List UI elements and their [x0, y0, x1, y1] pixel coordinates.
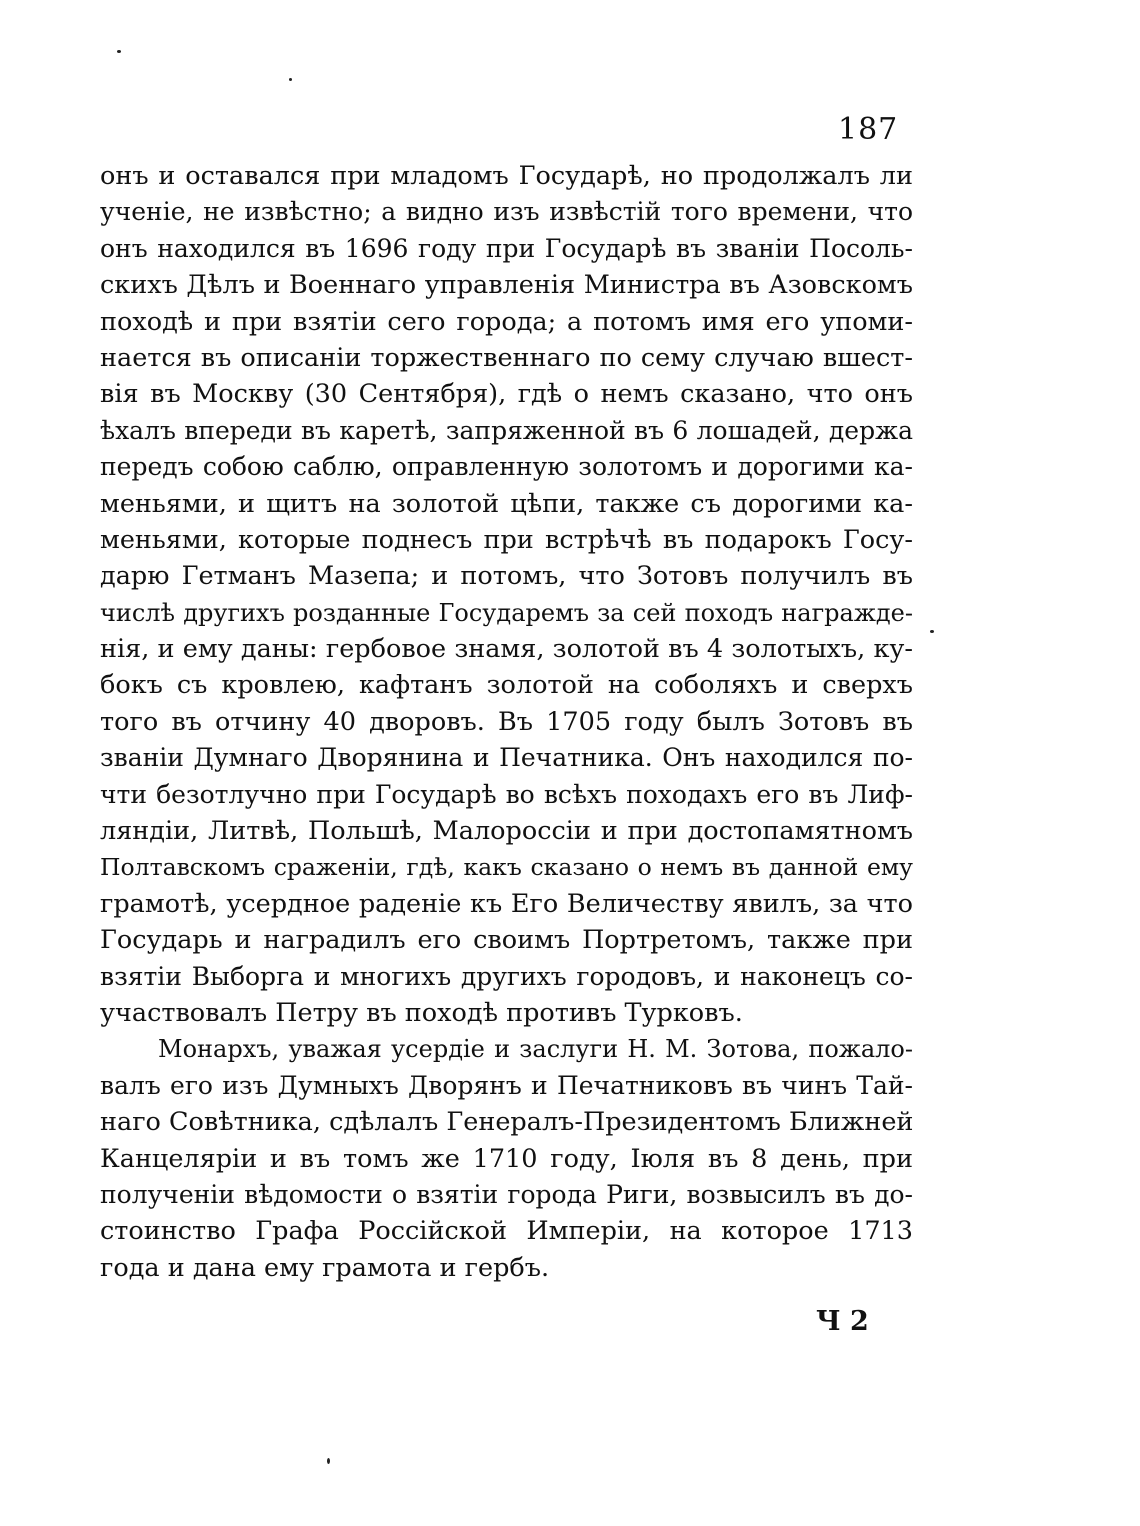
- text-line: походѣ и при взятіи сего города; а потомъ имя его упоми-: [100, 306, 913, 337]
- text-line: меньями, которые поднесъ при встрѣчѣ въ подарокъ Госу-: [100, 524, 913, 555]
- text-line: Монархъ, уважая усердіе и заслуги Н. М. Зотова, пожало-: [158, 1035, 913, 1064]
- text-line: наго Совѣтника, сдѣлалъ Генералъ-Президентомъ Ближней: [100, 1107, 914, 1138]
- text-line: валъ его изъ Думныхъ Дворянъ и Печатниковъ въ чинъ Тай-: [100, 1070, 913, 1100]
- text-line: нія, и ему даны: гербовое знамя, золотой въ 4 золотыхъ, ку-: [100, 634, 913, 665]
- text-line: года и дана ему грамота и гербъ.: [100, 1252, 550, 1283]
- text-line: ученіе, не извѣстно; а видно изъ извѣстій того времени, что: [100, 197, 913, 227]
- text-line: меньями, и щитъ на золотой цѣпи, также съ дорогими ка-: [100, 488, 913, 519]
- text-line: Государь и наградилъ его своимъ Портретомъ, также при: [100, 925, 913, 956]
- text-line: вія въ Москву (30 Сентября), гдѣ о немъ сказано, что онъ: [100, 379, 913, 410]
- text-line: того въ отчину 40 дворовъ. Въ 1705 году былъ Зотовъ въ: [100, 706, 913, 737]
- text-line: Полтавскомъ сраженіи, гдѣ, какъ сказано о немъ въ данной ему: [100, 853, 913, 882]
- signature-mark: Ч 2: [816, 1306, 869, 1337]
- text-line: стоинство Графа Россійской Имперіи, на которое 1713: [100, 1216, 913, 1247]
- ink-speck: [289, 78, 292, 81]
- page-number: 187: [838, 112, 899, 147]
- text-line: взятіи Выборга и многихъ другихъ городовъ, и наконецъ со-: [100, 961, 913, 991]
- text-line: скихъ Дѣлъ и Военнаго управленія Министра въ Азовскомъ: [100, 270, 913, 301]
- text-line: онъ и оставался при младомъ Государѣ, но продолжалъ ли: [100, 161, 913, 191]
- text-line: нается въ описаніи торжественнаго по сему случаю вшест-: [100, 342, 913, 373]
- text-line: участвовалъ Петру въ походѣ противъ Турковъ.: [100, 997, 743, 1028]
- text-line: бокъ съ кровлею, кафтанъ золотой на соболяхъ и сверхъ: [100, 670, 913, 701]
- text-line: полученіи вѣдомости о взятіи города Риги, возвысилъ въ до-: [100, 1179, 913, 1209]
- ink-speck: [930, 630, 934, 633]
- text-line: чти безотлучно при Государѣ во всѣхъ походахъ его въ Лиф-: [100, 779, 913, 809]
- text-line: передъ собою саблю, оправленную золотомъ и дорогими ка-: [100, 452, 913, 482]
- text-line: числѣ другихъ розданные Государемъ за сей походъ награжде-: [100, 598, 913, 627]
- text-line: ляндіи, Литвѣ, Польшѣ, Малороссіи и при достопамятномъ: [100, 816, 913, 847]
- body-text: [100, 158, 913, 1286]
- text-line: ѣхалъ впереди въ каретѣ, запряженной въ 6 лошадей, держа: [100, 415, 913, 445]
- ink-speck: [117, 50, 121, 53]
- text-line: дарю Гетманъ Мазепа; и потомъ, что Зотовъ получилъ въ: [100, 561, 913, 592]
- text-line: званіи Думнаго Дворянина и Печатника. Онъ находился по-: [100, 743, 913, 773]
- text-line: Канцеляріи и въ томъ же 1710 году, Іюля въ 8 день, при: [100, 1143, 913, 1174]
- ink-speck: [327, 1458, 330, 1464]
- text-line: онъ находился въ 1696 году при Государѣ въ званіи Посоль-: [100, 233, 913, 263]
- text-line: грамотѣ, усердное раденіе къ Его Величеству явилъ, за что: [100, 888, 913, 919]
